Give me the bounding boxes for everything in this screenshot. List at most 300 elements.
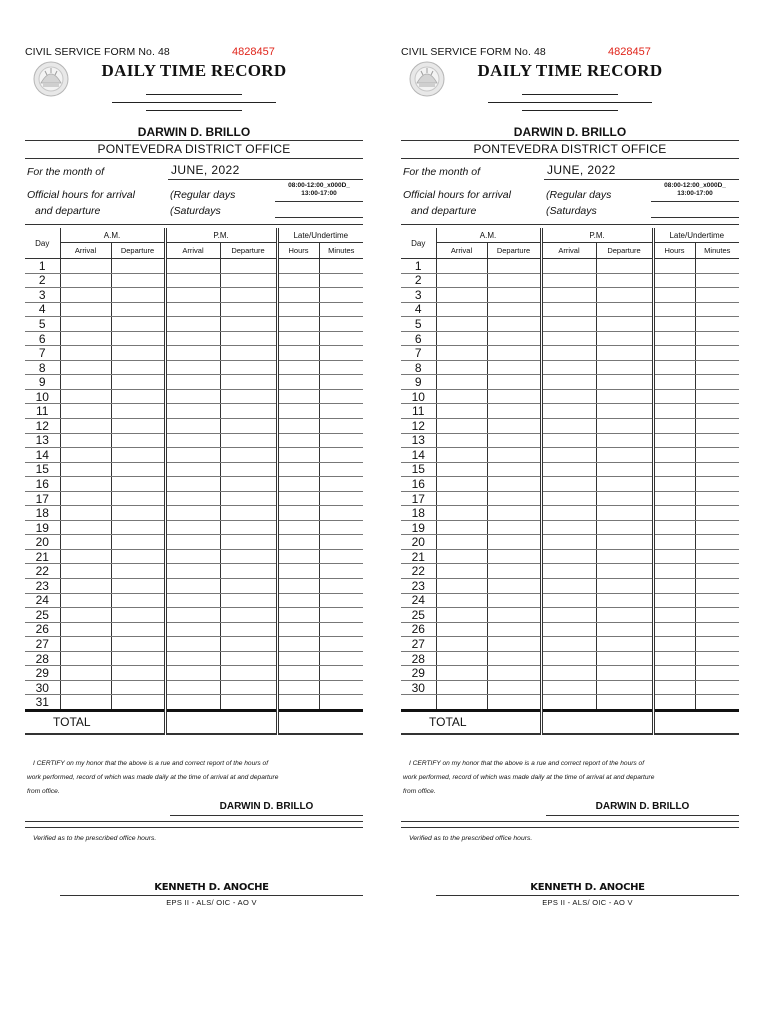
pm-departure-cell (596, 462, 653, 477)
am-arrival-cell (436, 520, 487, 535)
am-departure-cell (487, 651, 541, 666)
day-number: 4 (401, 302, 436, 317)
am-departure-cell (111, 680, 165, 695)
minutes-cell (695, 404, 739, 419)
day-number: 31 (25, 695, 60, 711)
pm-departure-cell (220, 433, 277, 448)
divider (25, 224, 363, 225)
hours-cell (277, 637, 319, 652)
hours-cell (277, 651, 319, 666)
form-header-line (25, 46, 363, 60)
am-arrival-cell (436, 389, 487, 404)
pm-departure-cell (596, 506, 653, 521)
am-departure-cell (111, 433, 165, 448)
am-arrival-cell (436, 302, 487, 317)
minutes-cell (695, 317, 739, 332)
form-number-label: CIVIL SERVICE FORM No. 48 (401, 46, 546, 58)
am-arrival-cell (436, 695, 487, 711)
minutes-cell (695, 622, 739, 637)
am-arrival-cell (60, 462, 111, 477)
day-row (25, 389, 363, 404)
day-number: 24 (401, 593, 436, 608)
dtr-form-left (25, 44, 363, 924)
am-arrival-cell (436, 433, 487, 448)
divider (25, 821, 363, 822)
day-number: 23 (25, 579, 60, 594)
pm-departure-cell (220, 535, 277, 550)
am-arrival-cell (436, 593, 487, 608)
day-number: 30 (25, 680, 60, 695)
pm-departure-cell (596, 273, 653, 288)
day-number: 29 (25, 666, 60, 681)
am-arrival-cell (60, 273, 111, 288)
am-departure-cell (487, 302, 541, 317)
dtr-form-right (401, 44, 739, 924)
am-arrival-cell (436, 506, 487, 521)
am-arrival-cell (436, 404, 487, 419)
am-arrival-cell (60, 477, 111, 492)
pm-departure-cell (220, 564, 277, 579)
day-number: 22 (25, 564, 60, 579)
day-number: 8 (401, 360, 436, 375)
am-arrival-cell (436, 651, 487, 666)
pm-arrival-cell (165, 375, 220, 390)
hours-cell (653, 608, 695, 623)
day-row (401, 680, 739, 695)
day-number: 16 (401, 477, 436, 492)
am-departure-cell (111, 259, 165, 274)
day-number: 26 (401, 622, 436, 637)
day-number: 18 (401, 506, 436, 521)
minutes-cell (695, 666, 739, 681)
hours-cell (277, 448, 319, 463)
pm-arrival-cell (541, 695, 596, 711)
day-row (25, 608, 363, 623)
minutes-cell (695, 520, 739, 535)
am-departure-cell (487, 448, 541, 463)
minutes-cell (319, 375, 363, 390)
am-arrival-cell (436, 462, 487, 477)
am-departure-header: Departure (111, 243, 165, 259)
form-title: DAILY TIME RECORD (101, 61, 287, 80)
month-label: For the month of (27, 166, 105, 178)
am-arrival-cell (60, 520, 111, 535)
divider (401, 821, 739, 822)
official-hours-label: Official hours for arrival (27, 189, 135, 201)
minutes-cell (695, 360, 739, 375)
pm-departure-cell (220, 579, 277, 594)
am-departure-cell (111, 404, 165, 419)
day-number: 17 (25, 491, 60, 506)
day-number: 12 (401, 419, 436, 434)
minutes-cell (319, 564, 363, 579)
pm-arrival-cell (165, 651, 220, 666)
pm-arrival-cell (541, 520, 596, 535)
minutes-header: Minutes (319, 243, 363, 259)
minutes-cell (695, 651, 739, 666)
pm-departure-cell (596, 360, 653, 375)
total-pm-cell (541, 710, 653, 734)
total-late-cell (277, 710, 363, 734)
pm-departure-cell (220, 331, 277, 346)
hours-header: Hours (653, 243, 695, 259)
day-row (25, 302, 363, 317)
minutes-cell (319, 433, 363, 448)
day-number: 2 (401, 273, 436, 288)
am-departure-cell (487, 346, 541, 361)
am-departure-cell (111, 273, 165, 288)
hours-cell (653, 666, 695, 681)
day-number: 20 (401, 535, 436, 550)
minutes-cell (695, 302, 739, 317)
day-rows (25, 259, 363, 711)
day-number: 14 (25, 448, 60, 463)
am-departure-cell (487, 419, 541, 434)
am-departure-cell (487, 549, 541, 564)
hours-cell (653, 637, 695, 652)
am-arrival-cell (436, 331, 487, 346)
day-row (401, 666, 739, 681)
day-row (401, 317, 739, 332)
pm-departure-cell (220, 593, 277, 608)
am-departure-cell (487, 637, 541, 652)
am-departure-cell (111, 535, 165, 550)
regular-hours-value (651, 182, 739, 198)
am-departure-cell (111, 491, 165, 506)
day-row (401, 259, 739, 274)
am-departure-cell (487, 375, 541, 390)
am-departure-cell (111, 564, 165, 579)
hours-cell (277, 389, 319, 404)
pm-arrival-cell (165, 273, 220, 288)
hours-cell (653, 695, 695, 711)
title-underline (146, 94, 242, 95)
minutes-cell (695, 273, 739, 288)
am-arrival-cell (60, 695, 111, 711)
regular-days-label: (Regular days (170, 189, 236, 201)
am-arrival-cell (436, 273, 487, 288)
am-arrival-cell (436, 346, 487, 361)
day-number: 20 (25, 535, 60, 550)
minutes-cell (319, 637, 363, 652)
minutes-cell (319, 579, 363, 594)
hours-cell (653, 462, 695, 477)
pm-departure-cell (596, 477, 653, 492)
pm-departure-cell (596, 520, 653, 535)
minutes-cell (319, 302, 363, 317)
minutes-cell (695, 389, 739, 404)
officer-designation: EPS II - ALS/ OIC - AO V (542, 898, 633, 907)
divider (275, 201, 363, 202)
pm-arrival-cell (165, 317, 220, 332)
pm-arrival-cell (165, 433, 220, 448)
day-number (401, 695, 436, 711)
am-arrival-cell (436, 360, 487, 375)
day-number: 14 (401, 448, 436, 463)
minutes-cell (319, 317, 363, 332)
hours-cell (653, 419, 695, 434)
office-name: PONTEVEDRA DISTRICT OFFICE (97, 142, 291, 156)
signature-line (170, 815, 363, 816)
am-arrival-cell (60, 549, 111, 564)
hours-cell (653, 448, 695, 463)
hours-cell (653, 273, 695, 288)
day-row (25, 593, 363, 608)
hours-cell (653, 259, 695, 274)
hours-cell (653, 375, 695, 390)
day-number: 8 (25, 360, 60, 375)
pm-departure-cell (220, 506, 277, 521)
pm-departure-cell (220, 477, 277, 492)
verifying-officer-name: KENNETH D. ANOCHE (154, 882, 269, 893)
pm-departure-header: Departure (220, 243, 277, 259)
am-arrival-cell (436, 419, 487, 434)
minutes-cell (695, 608, 739, 623)
day-row (401, 419, 739, 434)
minutes-cell (319, 622, 363, 637)
day-row (401, 695, 739, 711)
minutes-cell (319, 695, 363, 711)
pm-arrival-cell (165, 491, 220, 506)
pm-arrival-cell (541, 651, 596, 666)
pm-arrival-cell (541, 477, 596, 492)
pm-arrival-cell (541, 389, 596, 404)
am-departure-cell (487, 317, 541, 332)
day-row (401, 491, 739, 506)
hours-cell (653, 317, 695, 332)
pm-arrival-cell (541, 288, 596, 303)
day-row (401, 360, 739, 375)
pm-departure-cell (596, 375, 653, 390)
day-row (401, 637, 739, 652)
pm-arrival-cell (165, 535, 220, 550)
am-arrival-cell (436, 622, 487, 637)
divider (25, 158, 363, 159)
serial-number: 4828457 (608, 46, 651, 58)
day-row (25, 695, 363, 711)
am-arrival-cell (60, 317, 111, 332)
pm-departure-cell (220, 448, 277, 463)
pm-arrival-cell (165, 579, 220, 594)
day-row (25, 622, 363, 637)
pm-arrival-cell (165, 259, 220, 274)
hours-cell (653, 288, 695, 303)
day-number: 1 (25, 259, 60, 274)
minutes-cell (695, 259, 739, 274)
am-arrival-cell (60, 302, 111, 317)
day-number: 10 (401, 389, 436, 404)
pm-arrival-cell (541, 462, 596, 477)
pm-arrival-cell (165, 360, 220, 375)
minutes-cell (319, 389, 363, 404)
title-underline (146, 110, 242, 111)
official-hours-label: Official hours for arrival (403, 189, 511, 201)
minutes-cell (319, 535, 363, 550)
minutes-cell (319, 520, 363, 535)
total-label: TOTAL (401, 710, 541, 734)
am-arrival-cell (436, 259, 487, 274)
day-row (401, 375, 739, 390)
pm-departure-cell (596, 419, 653, 434)
time-record-table (25, 228, 363, 735)
month-label: For the month of (403, 166, 481, 178)
minutes-header: Minutes (695, 243, 739, 259)
day-row (25, 331, 363, 346)
minutes-cell (319, 360, 363, 375)
hours-cell (277, 259, 319, 274)
hours-cell (653, 579, 695, 594)
hours-cell (277, 404, 319, 419)
pm-departure-cell (220, 637, 277, 652)
employee-signature-name: DARWIN D. BRILLO (595, 801, 690, 812)
pm-arrival-cell (165, 695, 220, 711)
am-arrival-cell (436, 535, 487, 550)
hours-cell (277, 535, 319, 550)
am-departure-cell (487, 477, 541, 492)
am-arrival-cell (60, 491, 111, 506)
day-number: 21 (401, 549, 436, 564)
am-departure-cell (111, 651, 165, 666)
day-row (25, 360, 363, 375)
total-late-cell (653, 710, 739, 734)
pm-arrival-cell (165, 680, 220, 695)
minutes-cell (319, 273, 363, 288)
pm-departure-cell (596, 404, 653, 419)
day-row (25, 448, 363, 463)
day-number: 6 (25, 331, 60, 346)
day-number: 25 (25, 608, 60, 623)
minutes-cell (695, 346, 739, 361)
am-departure-cell (111, 506, 165, 521)
pm-arrival-cell (541, 622, 596, 637)
pm-arrival-cell (165, 520, 220, 535)
am-arrival-header: Arrival (60, 243, 111, 259)
pm-departure-cell (596, 331, 653, 346)
day-number: 13 (25, 433, 60, 448)
hours-cell (277, 360, 319, 375)
pm-departure-cell (220, 520, 277, 535)
pm-departure-cell (220, 273, 277, 288)
day-row (25, 491, 363, 506)
am-departure-cell (487, 433, 541, 448)
am-departure-cell (487, 491, 541, 506)
total-row (401, 710, 739, 734)
total-pm-cell (165, 710, 277, 734)
hours-cell (653, 651, 695, 666)
day-row (25, 520, 363, 535)
day-row (25, 651, 363, 666)
day-number: 13 (401, 433, 436, 448)
pm-departure-cell (220, 491, 277, 506)
pm-arrival-cell (165, 448, 220, 463)
hours-cell (277, 331, 319, 346)
pm-departure-cell (596, 666, 653, 681)
pm-arrival-cell (165, 389, 220, 404)
day-row (401, 346, 739, 361)
hours-cell (653, 549, 695, 564)
day-number: 2 (25, 273, 60, 288)
am-arrival-cell (436, 666, 487, 681)
divider (651, 201, 739, 202)
day-number: 22 (401, 564, 436, 579)
am-arrival-cell (436, 680, 487, 695)
day-row (401, 622, 739, 637)
day-number: 18 (25, 506, 60, 521)
am-departure-cell (487, 288, 541, 303)
pm-departure-cell (596, 651, 653, 666)
day-row (401, 273, 739, 288)
hours-cell (653, 404, 695, 419)
am-departure-cell (111, 448, 165, 463)
day-number: 11 (25, 404, 60, 419)
hours-cell (653, 477, 695, 492)
am-departure-cell (487, 535, 541, 550)
pm-departure-cell (220, 462, 277, 477)
day-row (25, 433, 363, 448)
minutes-cell (319, 506, 363, 521)
day-number: 6 (401, 331, 436, 346)
minutes-cell (319, 549, 363, 564)
pm-arrival-cell (165, 622, 220, 637)
am-arrival-cell (60, 637, 111, 652)
pm-arrival-cell (541, 360, 596, 375)
serial-number: 4828457 (232, 46, 275, 58)
hours-cell (653, 491, 695, 506)
day-number: 3 (25, 288, 60, 303)
minutes-cell (319, 404, 363, 419)
day-number: 28 (25, 651, 60, 666)
divider (401, 224, 739, 225)
pm-departure-cell (220, 375, 277, 390)
day-row (401, 549, 739, 564)
pm-departure-cell (596, 491, 653, 506)
verification-text: Verified as to the prescribed office hours. (33, 835, 157, 842)
day-row (401, 651, 739, 666)
day-number: 11 (401, 404, 436, 419)
minutes-cell (695, 637, 739, 652)
day-row (25, 579, 363, 594)
am-arrival-cell (60, 666, 111, 681)
am-departure-cell (487, 273, 541, 288)
am-arrival-cell (436, 448, 487, 463)
hours-cell (277, 419, 319, 434)
pm-departure-cell (220, 404, 277, 419)
pm-arrival-header: Arrival (165, 243, 220, 259)
hours-cell (277, 462, 319, 477)
pm-arrival-cell (165, 331, 220, 346)
am-departure-cell (487, 608, 541, 623)
signature-line (60, 895, 363, 896)
day-row (401, 535, 739, 550)
am-arrival-cell (60, 593, 111, 608)
minutes-cell (319, 331, 363, 346)
am-arrival-cell (436, 549, 487, 564)
minutes-cell (695, 375, 739, 390)
minutes-cell (319, 419, 363, 434)
late-undertime-header: Late/Undertime (277, 228, 363, 243)
day-number: 5 (25, 317, 60, 332)
am-arrival-cell (60, 375, 111, 390)
pm-arrival-cell (165, 564, 220, 579)
am-arrival-cell (436, 375, 487, 390)
divider (25, 827, 363, 828)
divider (401, 827, 739, 828)
minutes-cell (319, 448, 363, 463)
am-arrival-cell (436, 564, 487, 579)
day-number: 15 (25, 462, 60, 477)
am-departure-cell (487, 593, 541, 608)
minutes-cell (695, 535, 739, 550)
